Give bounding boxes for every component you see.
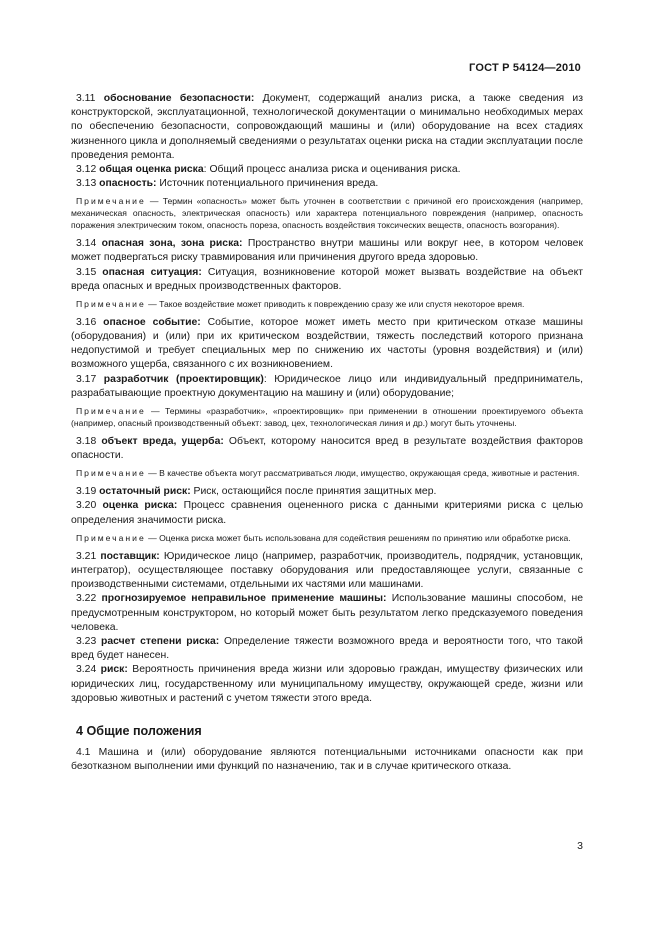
note-text: — В качестве объекта могут рассматриваться люди, имущество, окружающая среда, животные и растения. [145,468,580,479]
term-definition [71,266,583,294]
term-definition [71,550,583,593]
term-name: опасное событие: [103,316,201,328]
term-name: риск: [100,664,128,676]
term-text: Пространство внутри машины или вокруг нее, в котором человек может подвергаться риску травмирования или причинения другого вреда здоровью. [71,238,584,264]
term-definition [71,435,583,463]
note-label: Примечание [76,468,146,479]
term-number: 3.15 [76,266,97,278]
term-name: поставщик: [100,550,160,562]
term-definition [71,373,583,401]
page-number: 3 [577,840,583,852]
term-text: : Юридическое лицо или индивидуальный предприниматель, разрабатывающие проектную документацию на машину и (или) оборудование; [71,373,583,399]
term-number: 3.13 [76,178,97,190]
note-text: — Оценка риска может быть использована для содействия решениям по принятию или обработке риска. [145,532,571,543]
note-label: Примечание [76,406,146,417]
section-paragraph [71,746,583,774]
note-label: Примечание [76,196,146,207]
term-name: опасная ситуация: [102,266,202,278]
term-definition [71,592,583,635]
term-number: 3.20 [76,500,97,512]
term-number: 3.24 [76,664,97,676]
term-text: Объект, которому наносится вред в результате воздействия факторов опасности. [71,435,583,462]
term-name: разработчик (проектировщик) [103,373,264,385]
term-definition [71,635,583,663]
term-text: Юридическое лицо (например, разработчик, производитель, подрядчик, установщик, интегратор), осуществляющее поставку оборудования или предоставляющее услуги, связанные с производственными системами, отдельными их частями или машинами. [71,550,584,591]
term-number: 3.23 [76,635,97,647]
term-text: Событие, которое может иметь место при критическом отказе машины (оборудования) и (или) при их критическом воздействии, тяжесть последствий которого признана недопустимой и требует специальных мер по снижению их частоты (уровня воздействия) и (или) возможного ущерба, связанного с их возникновением. [71,316,583,371]
note [71,533,583,545]
note [71,299,583,311]
term-number: 3.11 [76,93,96,104]
term-text: Вероятность причинения вреда жизни или здоровью граждан, имуществу физических или юридических лиц, государственному или муниципальному имуществу, окружающей среде, жизни или здоровью животных и растений с учетом тяжести этого вреда. [71,664,583,704]
paragraph-number: 4.1 [76,746,91,758]
term-text: Риск, остающийся после принятия защитных мер. [190,486,437,498]
definitions-list [71,92,583,706]
term-definition [71,237,583,265]
document-header: ГОСТ Р 54124—2010 [469,62,581,74]
note [71,468,583,480]
term-number: 3.12 [76,164,97,176]
term-name: расчет степени риска: [100,635,220,647]
note [71,406,583,430]
note-text: — Термины «разработчик», «проектировщик» при применении в отношении проектируемого объекта (например, опасный производственный объект: завод, цех, технологическая линия и др.) могут быть уточнены. [71,406,583,428]
term-definition [71,163,583,177]
term-definition [71,663,583,706]
note-label: Примечание [76,298,146,309]
term-name: оценка риска: [102,500,178,512]
term-number: 3.18 [76,435,97,447]
term-name: общая оценка риска [99,164,204,176]
term-number: 3.16 [76,316,97,328]
term-definition [71,92,583,163]
term-definition [71,499,583,527]
term-text: Процесс сравнения оцененного риска с данными критериями риска с целью определения значимости риска. [71,500,583,526]
term-number: 3.14 [76,238,97,250]
term-text: : Общий процесс анализа риска и оценивания риска. [203,164,461,176]
term-name: прогнозируемое неправильное применение машины: [101,593,387,605]
term-text: Документ, содержащий анализ риска, а также сведения из конструкторской, эксплуатационной, технологической документации о минимально необходимых мерах по обеспечению безопасности, сопровождающий машины и (или) оборудование на всех стадиях жизненного цикла и дополняемый сведениями о результатах оценки риска на стадии эксплуатации после проведения ремонта. [71,93,583,161]
note-label: Примечание [76,532,146,543]
term-number: 3.17 [76,373,97,385]
term-text: Источник потенциального причинения вреда. [156,178,379,190]
term-name: опасная зона, зона риска: [101,238,243,250]
note [71,196,583,232]
term-text: Использование машины способом, не предусмотренным конструктором, но который может быть результатом легко предсказуемого поведения человека. [71,593,583,633]
page-content [71,92,583,774]
term-number: 3.21 [76,550,97,562]
note-text: — Термин «опасность» может быть уточнен в соответствии с причиной его происхождения (например, механическая опасность, электрическая опасность) или характера потенциального повреждения (например, опасность поражения электрическим током, опасность пореза, опасность воздействия токсических веществ, опасность возгорания). [71,196,583,231]
section-title: 4 Общие положения [76,723,202,738]
term-definition [71,485,583,499]
term-number: 3.22 [76,593,97,605]
term-text: Ситуация, возникновение которой может вызвать воздействие на объект вреда опасных и вредных производственных факторов. [71,266,583,292]
paragraph-text: Машина и (или) оборудование являются потенциальными источниками опасности как при безотказном выполнении ими функций по назначению, так и в случае критического отказа. [71,746,583,773]
term-name: остаточный риск: [99,486,191,498]
term-name: обоснование безопасности: [103,93,255,104]
term-number: 3.19 [76,486,97,498]
note-text: — Такое воздействие может приводить к повреждению сразу же или спустя некоторое время. [145,298,525,309]
term-definition [71,316,583,373]
term-name: объект вреда, ущерба: [101,435,224,447]
term-name: опасность: [99,178,157,190]
term-text: Определение тяжести возможного вреда и вероятности того, что такой вред будет нанесен. [71,635,583,662]
term-definition [71,177,583,191]
